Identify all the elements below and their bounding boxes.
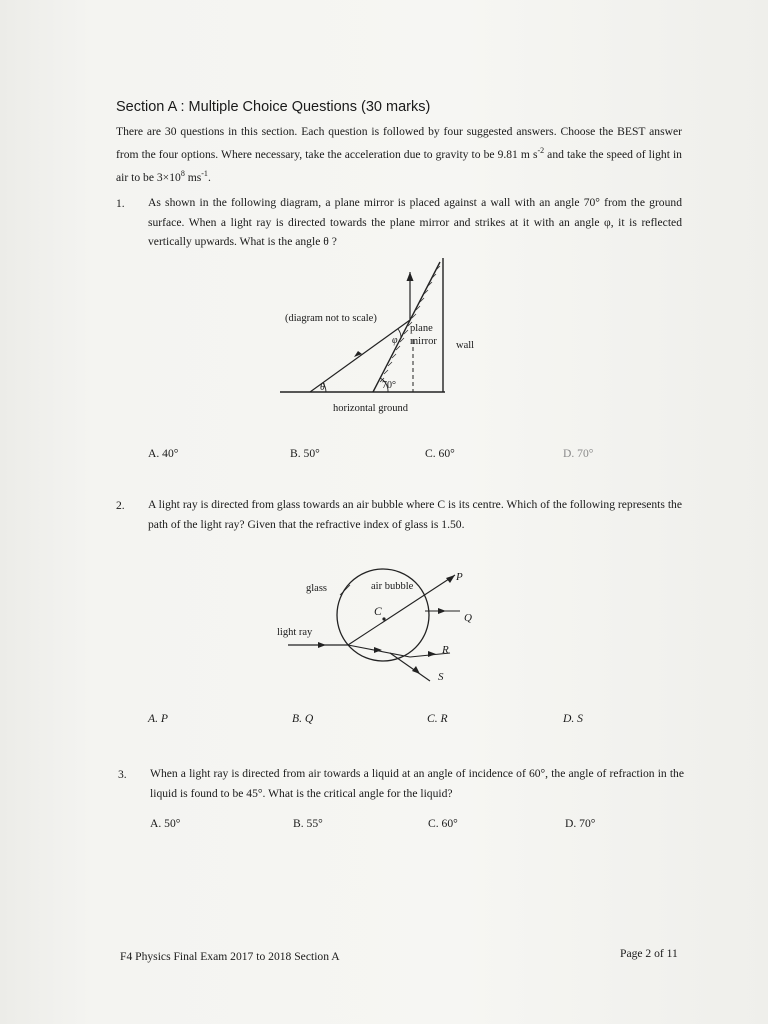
air-bubble-label: air bubble [371, 581, 414, 592]
instructions-text-3: ms [184, 170, 202, 184]
question-3-option-a: A. 50° [150, 817, 181, 830]
question-1-diagram [270, 250, 475, 425]
arrow-inside [374, 647, 382, 653]
question-2-number: 2. [116, 499, 125, 512]
glass-label: glass [306, 583, 327, 594]
question-3-text: When a light ray is directed from air towards a liquid at an angle of incidence of 60°, the angle of refraction in the liquid is found to be 45°. What is the critical angle for the liquid? [150, 767, 684, 800]
centre-C-label: C [374, 606, 382, 618]
reflected-ray-arrow [407, 272, 414, 281]
theta-label: θ [320, 382, 325, 393]
instructions-end: . [207, 170, 211, 184]
question-1-text: As shown in the following diagram, a plane mirror is placed against a wall with an angle 70° from the ground surface. When a light ray is directed towards the plane mirror and strikes at it with an angle φ, it is reflected vertically upwards. What is the angle θ ? [148, 196, 682, 248]
question-3-option-c: C. 60° [428, 817, 458, 830]
ray-to-S [390, 653, 430, 681]
instructions-c-exponent: 8 [180, 168, 185, 178]
question-1-number: 1. [116, 197, 125, 210]
footer-exam-title: F4 Physics Final Exam 2017 to 2018 Section A [120, 950, 340, 963]
arrow-R [428, 651, 436, 657]
wall-label: wall [456, 340, 475, 351]
question-3-number: 3. [118, 768, 127, 781]
instructions-text-2: and take the speed of light in air to be 3×10 [116, 147, 682, 184]
question-2-diagram [270, 565, 480, 690]
incident-arrow [318, 642, 326, 648]
question-2-option-a: A. P [148, 712, 168, 725]
question-3-option-b: B. 55° [293, 817, 323, 830]
footer-page-number: Page 2 of 11 [620, 947, 678, 960]
arrow-P [446, 575, 455, 583]
question-2-option-c: C. R [427, 712, 448, 725]
arrow-S [412, 666, 420, 674]
plane-mirror-label-1: plane [410, 323, 433, 334]
centre-dot [382, 617, 385, 620]
question-2-option-d: D. S [563, 712, 583, 725]
label-R: R [442, 644, 449, 656]
label-S: S [438, 671, 444, 683]
phi-label: φ [392, 335, 398, 346]
question-1-option-b: B. 50° [290, 447, 320, 460]
section-instructions [116, 122, 682, 187]
question-2-option-b: B. Q [292, 712, 314, 725]
glass-leader-line [340, 585, 350, 595]
section-heading: Section A : Multiple Choice Questions (30 marks) [116, 99, 431, 115]
question-2-text: A light ray is directed from glass towards an air bubble where C is its centre. Which of the following represents the path of the light ray? Given that the refractive index of glass is 1.50. [148, 498, 682, 531]
phi-arc [398, 329, 401, 338]
question-1-option-c: C. 60° [425, 447, 455, 460]
instructions-text-1: There are 30 questions in this section. Each question is followed by four suggested answers. Choose the BEST answer from the four options. Where necessary, take the acceleration due to gravity to be 9.81 m s [116, 125, 682, 161]
diagram-note: (diagram not to scale) [285, 313, 377, 324]
plane-mirror-label-2: mirror [410, 336, 437, 347]
instructions-g-exponent: -2 [537, 146, 545, 155]
angle-70-label: 70° [382, 380, 396, 391]
question-1-option-a: A. 40° [148, 447, 179, 460]
ground-label: horizontal ground [333, 403, 408, 414]
instructions-unit-exponent: -1 [201, 168, 208, 178]
question-3-option-d: D. 70° [565, 817, 596, 830]
arrow-Q [438, 608, 446, 614]
question-1-option-d: D. 70° [563, 447, 594, 460]
light-ray-label: light ray [277, 627, 313, 638]
label-Q: Q [464, 612, 472, 624]
label-P: P [456, 571, 463, 583]
